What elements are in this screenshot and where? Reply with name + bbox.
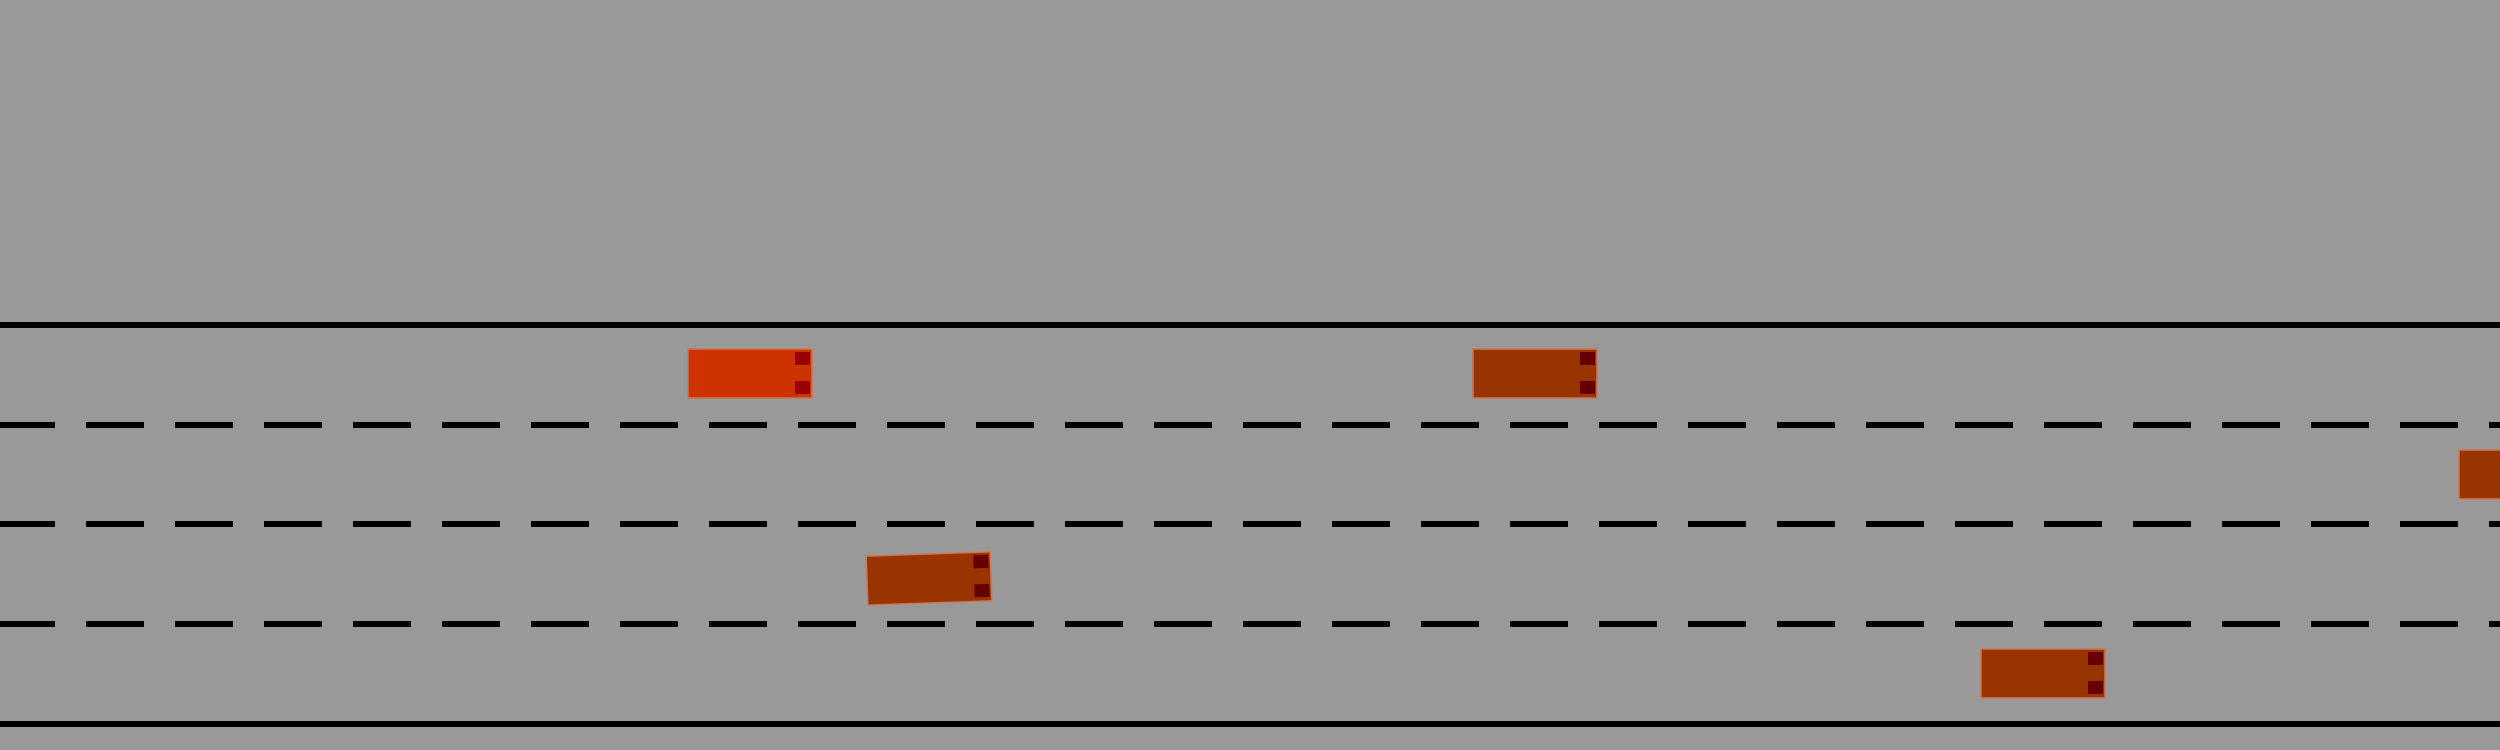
vehicle — [866, 552, 992, 605]
vehicle-light — [2088, 652, 2103, 665]
ego-vehicle — [688, 349, 812, 398]
vehicle-light — [795, 352, 810, 365]
vehicle-light — [2088, 681, 2103, 694]
vehicle-light — [1580, 381, 1595, 394]
vehicle-light — [1580, 352, 1595, 365]
vehicle — [2459, 450, 2500, 499]
vehicle-light — [974, 584, 989, 598]
vehicle — [1981, 649, 2105, 698]
vehicle-light — [973, 555, 988, 569]
vehicle — [1473, 349, 1597, 398]
vehicle-light — [795, 381, 810, 394]
